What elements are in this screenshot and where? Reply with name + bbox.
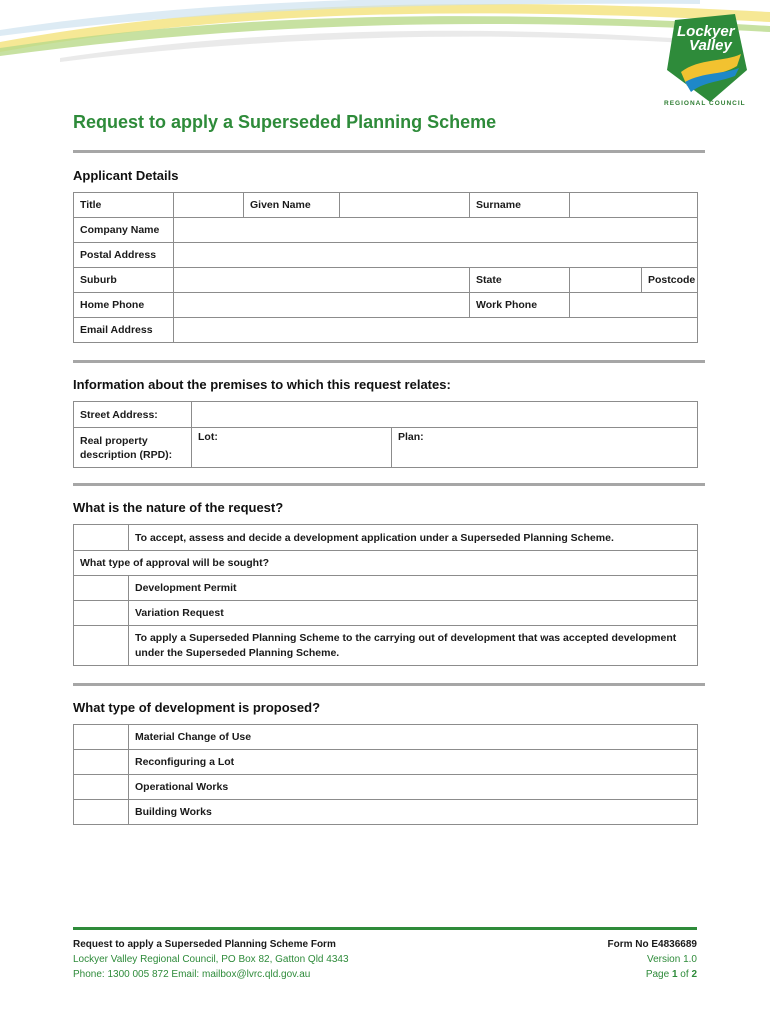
footer-right <box>608 937 698 982</box>
building-works-label: Building Works <box>129 800 698 825</box>
company-name-label: Company Name <box>74 218 174 243</box>
footer-contact: Phone: 1300 005 872 Email: mailbox@lvrc.qld.gov.au <box>73 969 311 980</box>
page-total: 2 <box>691 969 697 980</box>
company-name-field[interactable] <box>174 218 698 243</box>
section-divider <box>73 150 705 153</box>
nature-heading: What is the nature of the request? <box>73 500 284 515</box>
development-permit-label: Development Permit <box>129 576 698 601</box>
reconfiguring-lot-checkbox[interactable] <box>74 750 129 775</box>
work-phone-label: Work Phone <box>470 293 570 318</box>
home-phone-field[interactable] <box>174 293 470 318</box>
footer-left <box>73 937 349 982</box>
development-heading: What type of development is proposed? <box>73 700 321 715</box>
mcu-label: Material Change of Use <box>129 725 698 750</box>
state-field[interactable] <box>570 268 642 293</box>
mcu-checkbox[interactable] <box>74 725 129 750</box>
page-title: Request to apply a Superseded Planning Scheme <box>73 112 497 132</box>
suburb-label: Suburb <box>74 268 174 293</box>
title-label: Title <box>74 193 174 218</box>
logo-line2: Valley <box>689 37 732 54</box>
accept-checkbox[interactable] <box>74 525 129 551</box>
work-phone-field[interactable] <box>570 293 698 318</box>
accepted-development-label: To apply a Superseded Planning Scheme to the carrying out of development that was accepted development under the Superseded Planning Scheme. <box>129 626 698 666</box>
footer-page-number <box>608 967 698 982</box>
variation-request-label: Variation Request <box>129 601 698 626</box>
plan-field[interactable]: Plan: <box>392 428 698 468</box>
section-divider <box>73 360 705 363</box>
street-address-label: Street Address: <box>74 402 192 428</box>
footer-form-name: Request to apply a Superseded Planning Scheme Form <box>73 939 336 950</box>
email-address-label: Email Address <box>74 318 174 343</box>
operational-works-label: Operational Works <box>129 775 698 800</box>
email-address-field[interactable] <box>174 318 698 343</box>
operational-works-checkbox[interactable] <box>74 775 129 800</box>
logo-subtitle: REGIONAL COUNCIL <box>664 100 746 107</box>
title-field[interactable] <box>174 193 244 218</box>
state-label: State <box>470 268 570 293</box>
lockyer-valley-logo <box>655 10 755 110</box>
accepted-development-checkbox[interactable] <box>74 626 129 666</box>
applicant-heading: Applicant Details <box>73 168 179 183</box>
rpd-label: Real property description (RPD): <box>74 428 192 468</box>
footer-form-no: Form No E4836689 <box>607 939 697 950</box>
page-current: 1 <box>671 969 678 980</box>
page-of: of <box>677 969 692 980</box>
footer-divider <box>73 927 697 930</box>
accept-option-label: To accept, assess and decide a development application under a Superseded Planning Scheme. <box>129 525 698 551</box>
surname-field[interactable] <box>570 193 698 218</box>
approval-question: What type of approval will be sought? <box>74 551 698 576</box>
street-address-field[interactable] <box>192 402 698 428</box>
development-table <box>73 724 698 825</box>
footer-version: Version 1.0 <box>646 954 697 965</box>
premises-table <box>73 401 698 468</box>
premises-heading: Information about the premises to which this request relates: <box>73 377 451 392</box>
section-divider <box>73 483 705 486</box>
home-phone-label: Home Phone <box>74 293 174 318</box>
page-word: Page <box>645 969 672 980</box>
footer-address: Lockyer Valley Regional Council, PO Box 82, Gatton Qld 4343 <box>73 954 349 965</box>
logo-line1: Lockyer <box>677 23 735 40</box>
given-name-field[interactable] <box>340 193 470 218</box>
variation-request-checkbox[interactable] <box>74 601 129 626</box>
surname-label: Surname <box>470 193 570 218</box>
given-name-label: Given Name <box>244 193 340 218</box>
reconfiguring-lot-label: Reconfiguring a Lot <box>129 750 698 775</box>
building-works-checkbox[interactable] <box>74 800 129 825</box>
nature-table <box>73 524 698 666</box>
applicant-table <box>73 192 698 343</box>
development-permit-checkbox[interactable] <box>74 576 129 601</box>
postcode-label: Postcode <box>642 268 698 293</box>
postal-address-label: Postal Address <box>74 243 174 268</box>
suburb-field[interactable] <box>174 268 470 293</box>
postal-address-field[interactable] <box>174 243 698 268</box>
lot-field[interactable]: Lot: <box>192 428 392 468</box>
section-divider <box>73 683 705 686</box>
